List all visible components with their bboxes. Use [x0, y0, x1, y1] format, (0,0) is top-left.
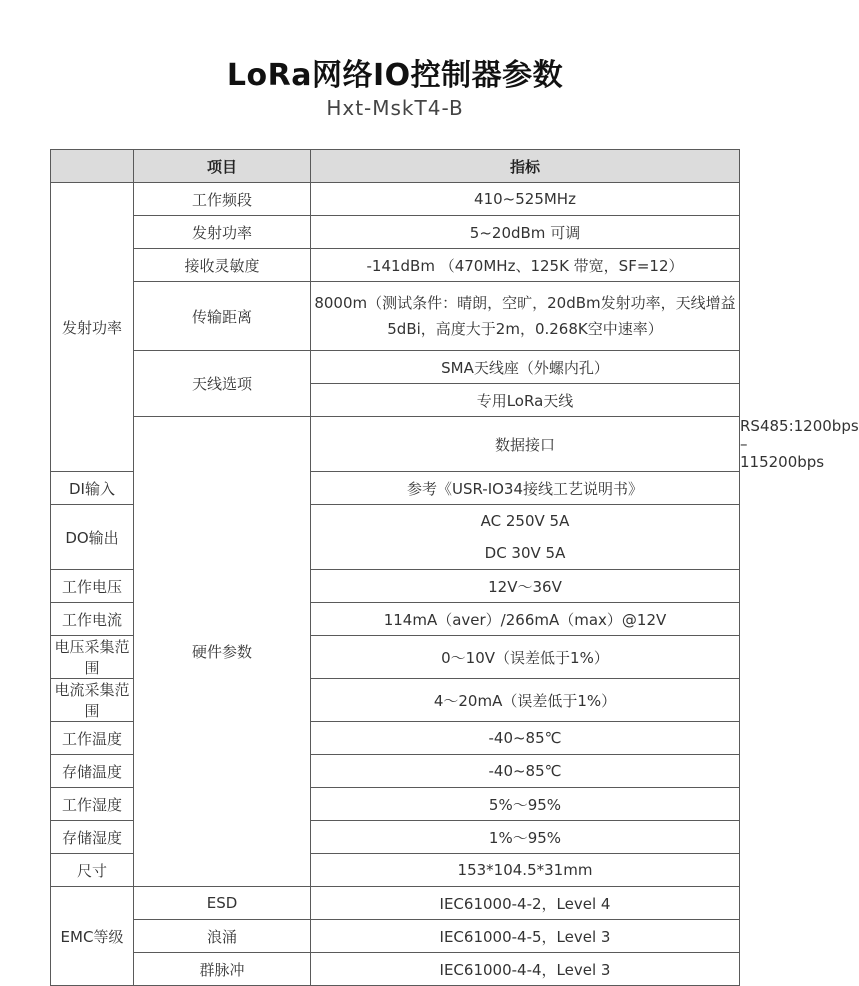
spec-cell: SMA天线座（外螺内孔）: [311, 351, 740, 384]
item-cell: 工作湿度: [51, 788, 134, 821]
item-cell: ESD: [134, 887, 311, 920]
model-number: Hxt-MskT4-B: [326, 96, 464, 120]
item-cell: 工作电压: [51, 570, 134, 603]
spec-cell: 专用LoRa天线: [311, 384, 740, 417]
spec-cell: -141dBm （470MHz、125K 带宽，SF=12）: [311, 249, 740, 282]
table-row: [51, 282, 740, 351]
page-title: LoRa网络IO控制器参数: [226, 58, 564, 93]
table-header-row: [51, 150, 740, 183]
item-cell: DO输出: [51, 505, 134, 570]
item-cell: 尺寸: [51, 854, 134, 887]
item-cell: 电压采集范围: [51, 636, 134, 679]
category-cell: EMC等级: [51, 887, 134, 986]
item-cell: 工作频段: [134, 183, 311, 216]
item-cell: 数据接口: [311, 417, 740, 472]
spec-cell: -40~85℃: [311, 755, 740, 788]
item-cell: 存储温度: [51, 755, 134, 788]
spec-cell: 4～20mA（误差低于1%）: [311, 679, 740, 722]
spec-cell: 410~525MHz: [311, 183, 740, 216]
item-cell: 电流采集范围: [51, 679, 134, 722]
spec-cell: 153*104.5*31mm: [311, 854, 740, 887]
spec-cell-multiline: [311, 282, 740, 351]
spec-line: DC 30V 5A: [484, 544, 566, 562]
item-cell: 天线选项: [134, 351, 311, 417]
item-cell: 传输距离: [134, 282, 311, 351]
item-cell: 工作温度: [51, 722, 134, 755]
spec-cell: 5~20dBm 可调: [311, 216, 740, 249]
item-cell: 存储湿度: [51, 821, 134, 854]
spec-cell: IEC61000-4-4，Level 3: [311, 953, 740, 986]
header-spec: 指标: [311, 150, 740, 183]
spec-cell: 1%～95%: [311, 821, 740, 854]
table-row: [51, 351, 740, 384]
spec-line: 5dBi，高度大于2m，0.268K空中速率）: [387, 320, 663, 338]
item-cell: 发射功率: [134, 216, 311, 249]
table-row: [51, 953, 740, 986]
table-row: [51, 920, 740, 953]
category-cell: 硬件参数: [134, 417, 311, 887]
spec-cell: IEC61000-4-5，Level 3: [311, 920, 740, 953]
spec-line: 8000m（测试条件：晴朗，空旷，20dBm发射功率，天线增益: [314, 294, 736, 312]
spec-cell: 参考《USR-IO34接线工艺说明书》: [311, 472, 740, 505]
spec-line: AC 250V 5A: [480, 512, 570, 530]
spec-cell: 114mA（aver）/266mA（max）@12V: [311, 603, 740, 636]
item-cell: 浪涌: [134, 920, 311, 953]
item-cell: 群脉冲: [134, 953, 311, 986]
spec-cell: 0～10V（误差低于1%）: [311, 636, 740, 679]
spec-table: [50, 149, 859, 986]
header-category: [51, 150, 134, 183]
spec-cell-multiline: [311, 505, 740, 570]
spec-cell: 5%～95%: [311, 788, 740, 821]
category-cell: 发射功率: [51, 183, 134, 472]
spec-cell: -40~85℃: [311, 722, 740, 755]
table-row: [51, 887, 740, 920]
spec-cell: 12V～36V: [311, 570, 740, 603]
header-item: 项目: [134, 150, 311, 183]
item-cell: 接收灵敏度: [134, 249, 311, 282]
table-row: 硬件参数 数据接口 RS485:1200bps – 115200bps: [51, 417, 740, 472]
item-cell: DI输入: [51, 472, 134, 505]
table-row: [51, 249, 740, 282]
table-row: [51, 183, 740, 216]
item-cell: 工作电流: [51, 603, 134, 636]
table-row: [51, 216, 740, 249]
spec-cell: IEC61000-4-2，Level 4: [311, 887, 740, 920]
